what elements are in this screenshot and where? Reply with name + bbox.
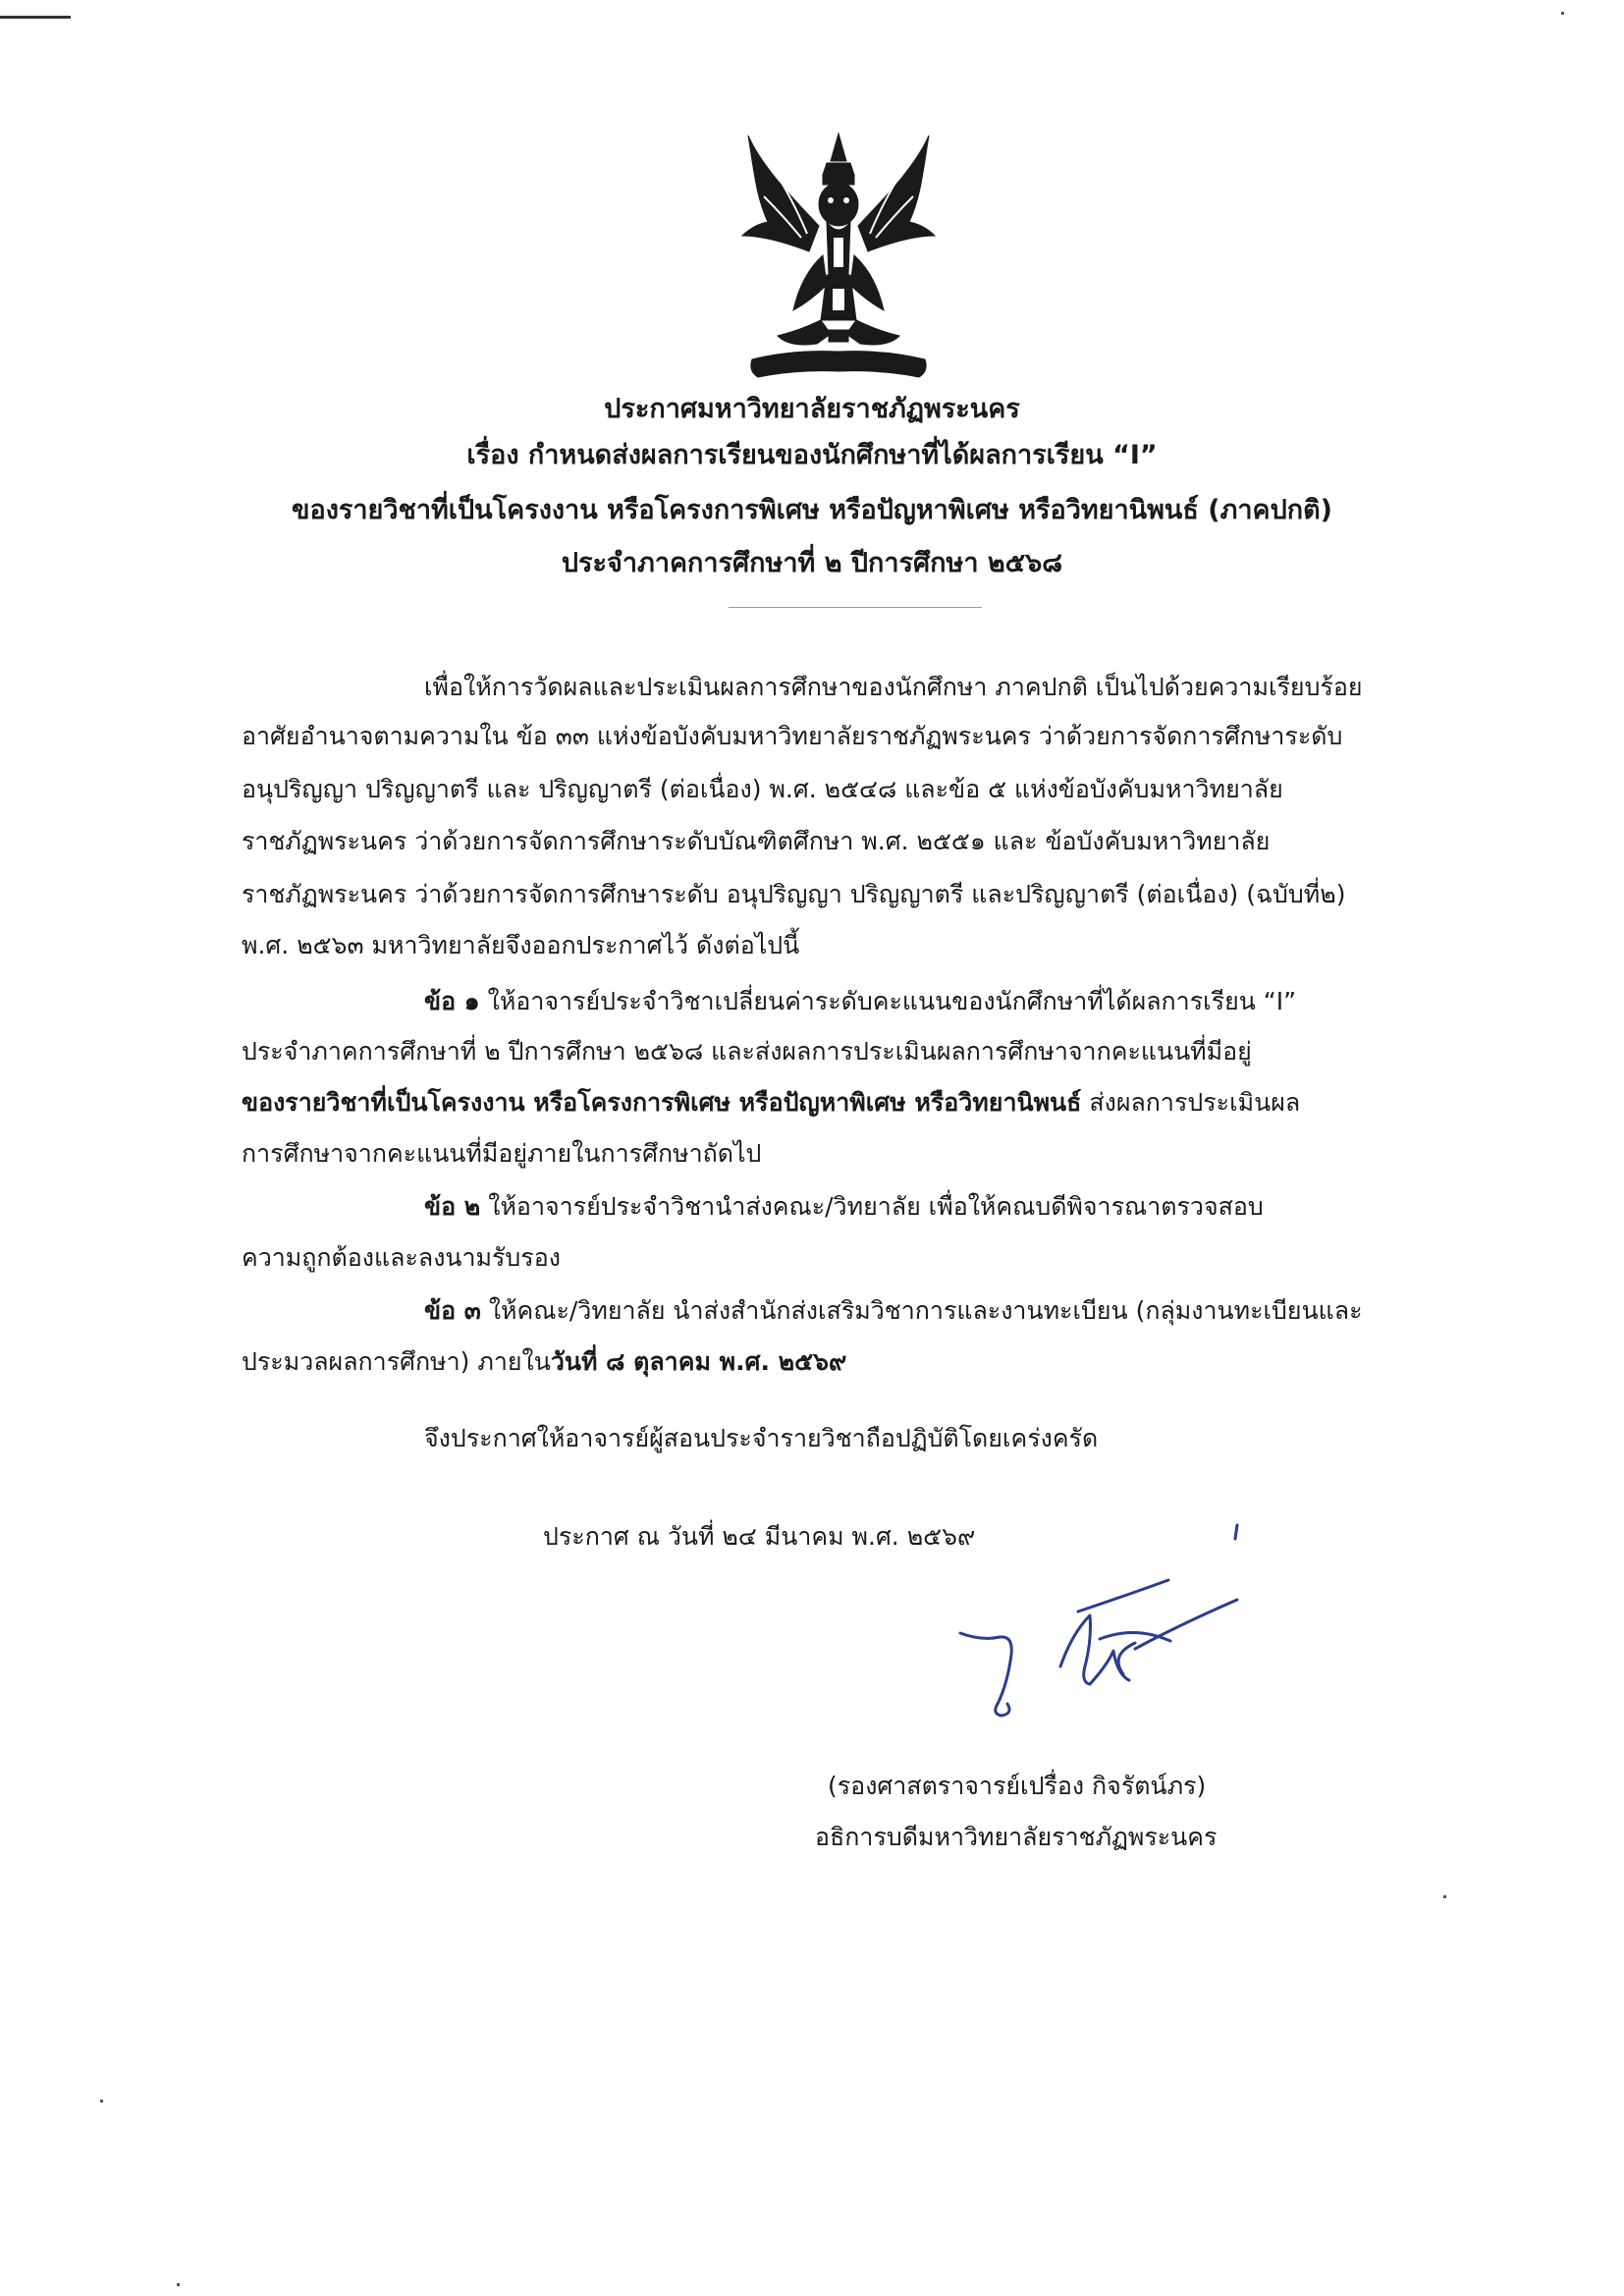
clause-3-first-line: [424, 1294, 1363, 1328]
clause-2-label: ข้อ ๒: [424, 1192, 481, 1221]
clause-1-line: การศึกษาจากคะแนนที่มีอยู่ภายในการศึกษาถัดไป: [242, 1139, 762, 1168]
clause-3-label: ข้อ ๓: [424, 1296, 481, 1325]
clause-2-line: ความถูกต้องและลงนามรับรอง: [242, 1243, 561, 1272]
clause-3-text: ประมวลผลการศึกษา) ภายใน: [242, 1347, 551, 1376]
clause-2-text: ให้อาจารย์ประจำวิชานำส่งคณะ/วิทยาลัย เพื่อให้คณบดีพิจารณาตรวจสอบ: [480, 1192, 1264, 1221]
clause-1-course-types: ของรายวิชาที่เป็นโครงงาน หรือโครงการพิเศษ หรือปัญหาพิเศษ หรือวิทยานิพนธ์: [242, 1088, 1082, 1117]
scan-speck: [1561, 12, 1564, 15]
clause-2-first-line: [424, 1190, 1264, 1224]
clause-1-text: ส่งผลการประเมินผล: [1081, 1088, 1301, 1117]
scan-speck: [1443, 1895, 1446, 1898]
signature-image: [943, 1517, 1276, 1743]
preamble-line: อนุปริญญา ปริญญาตรี และ ปริญญาตรี (ต่อเนื่อง) พ.ศ. ๒๕๔๘ และข้อ ๕ แห่งข้อบังคับมหาวิทยาลัย: [242, 775, 1283, 803]
preamble-line: พ.ศ. ๒๕๖๓ มหาวิทยาลัยจึงออกประกาศไว้ ดังต่อไปนี้: [242, 931, 800, 959]
signatory-position: อธิการบดีมหาวิทยาลัยราชภัฏพระนคร: [815, 1823, 1218, 1851]
scan-edge-mark: [0, 16, 71, 19]
announcement-subject: เรื่อง กำหนดส่งผลการเรียนของนักศึกษาที่ได้ผลการเรียน “I”: [466, 440, 1158, 470]
clause-1-course-line: [242, 1086, 1300, 1120]
preamble-line: เพื่อให้การวัดผลและประเมินผลการศึกษาของนักศึกษา ภาคปกติ เป็นไปด้วยความเรียบร้อย: [424, 673, 1363, 701]
scan-speck: [177, 2283, 180, 2286]
announcement-semester: ประจำภาคการศึกษาที่ ๒ ปีการศึกษา ๒๕๖๘: [561, 548, 1063, 578]
preamble-line: อาศัยอำนาจตามความใน ข้อ ๓๓ แห่งข้อบังคับมหาวิทยาลัยราชภัฏพระนคร ว่าด้วยการจัดการศึกษาระดับ: [242, 722, 1343, 750]
submission-deadline: วันที่ ๘ ตุลาคม พ.ศ. ๒๕๖๙: [550, 1347, 847, 1376]
scan-speck: [100, 2100, 103, 2103]
heading-divider: [729, 607, 982, 608]
preamble-line: ราชภัฏพระนคร ว่าด้วยการจัดการศึกษาระดับบัณฑิตศึกษา พ.ศ. ๒๕๕๑ และ ข้อบังคับมหาวิทยาลัย: [242, 827, 1271, 855]
clause-1-label: ข้อ ๑: [424, 987, 480, 1015]
clause-1-line: ประจำภาคการศึกษาที่ ๒ ปีการศึกษา ๒๕๖๘ และส่งผลการประเมินผลการศึกษาจากคะแนนที่มีอยู่: [242, 1037, 1252, 1066]
announcement-title: ประกาศมหาวิทยาลัยราชภัฏพระนคร: [604, 394, 1020, 424]
clause-1-first-line: [424, 985, 1296, 1018]
closing-statement: จึงประกาศให้อาจารย์ผู้สอนประจำรายวิชาถือปฏิบัติโดยเคร่งครัด: [424, 1424, 1099, 1452]
garuda-emblem-icon: [732, 128, 945, 385]
signatory-name: (รองศาสตราจารย์เปรื่อง กิจรัตน์ภร): [828, 1772, 1207, 1800]
clause-3-text: ให้คณะ/วิทยาลัย นำส่งสำนักส่งเสริมวิชาการและงานทะเบียน (กลุ่มงานทะเบียนและ: [480, 1296, 1363, 1325]
preamble-line: ราชภัฏพระนคร ว่าด้วยการจัดการศึกษาระดับ อนุปริญญา ปริญญาตรี และปริญญาตรี (ต่อเนื่อง) (ฉบับที่๒): [242, 880, 1346, 908]
clause-1-text: ให้อาจารย์ประจำวิชาเปลี่ยนค่าระดับคะแนนของนักศึกษาที่ได้ผลการเรียน “I”: [479, 987, 1297, 1015]
announcement-subject-continued: ของรายวิชาที่เป็นโครงงาน หรือโครงการพิเศษ หรือปัญหาพิเศษ หรือวิทยานิพนธ์ (ภาคปกติ): [292, 495, 1332, 525]
clause-3-deadline-line: [242, 1345, 846, 1379]
announcement-date: ประกาศ ณ วันที่ ๒๔ มีนาคม พ.ศ. ๒๕๖๙: [543, 1522, 976, 1551]
